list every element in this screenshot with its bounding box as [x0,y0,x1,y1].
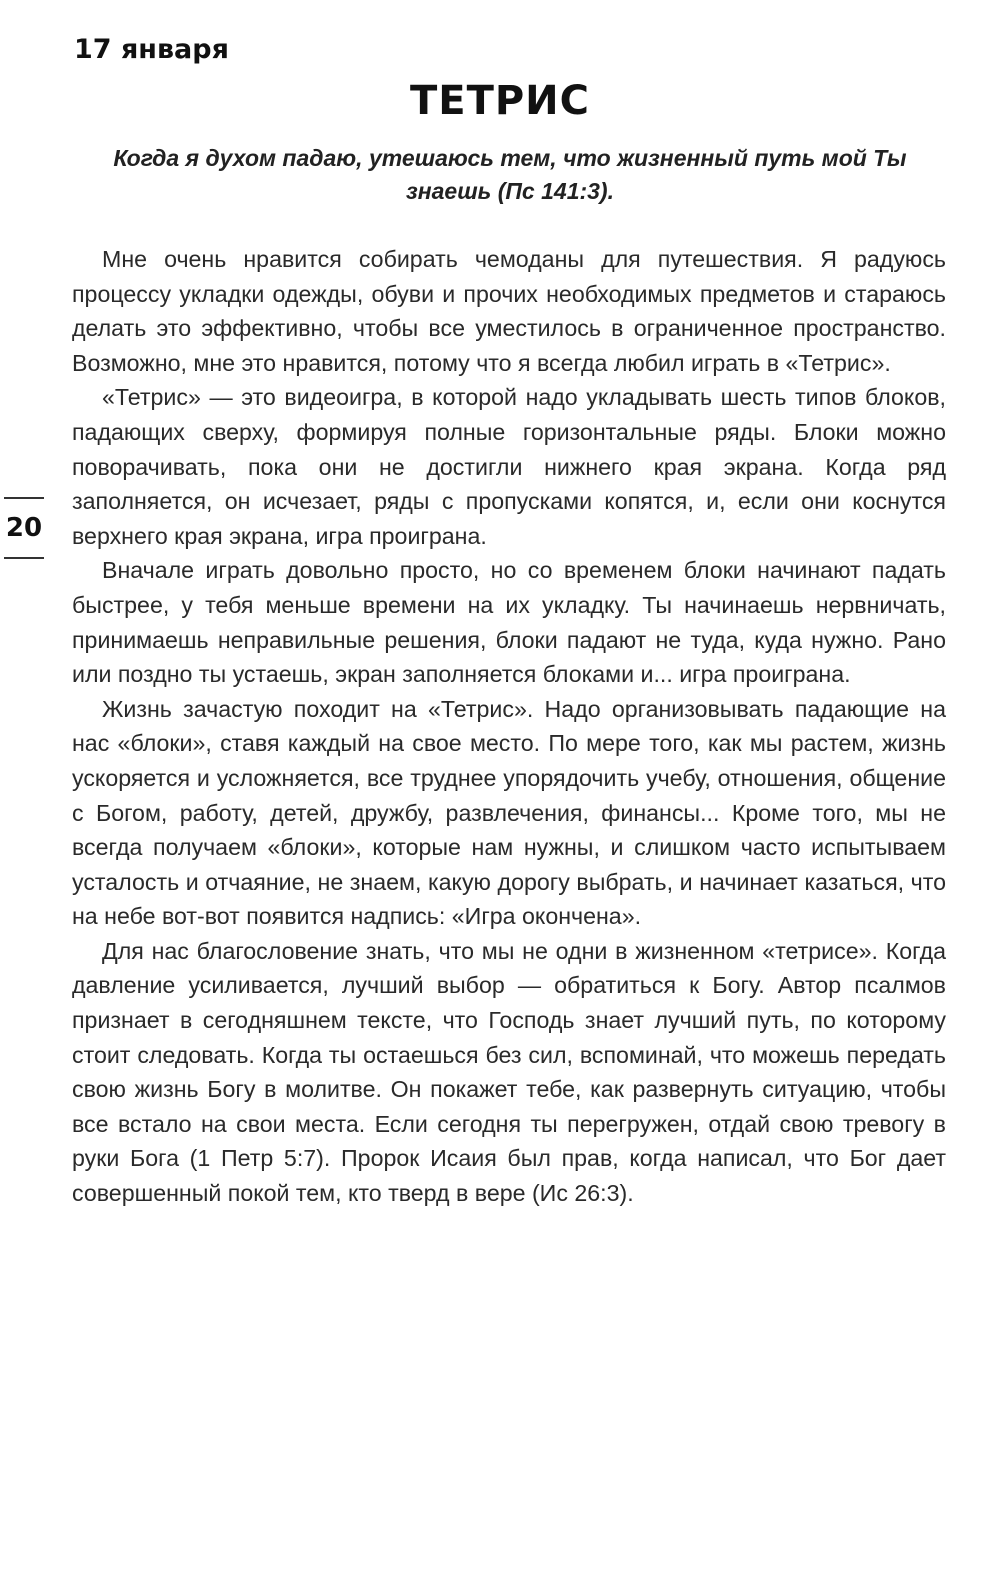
article-body [72,242,946,1211]
paragraph-4: Жизнь зачастую походит на «Тетрис». Надо организовывать падающие на нас «блоки», ставя каждый на свое место. По мере того, как мы растем, жизнь ускоряется и усложняется, все труднее упорядочить учебу, отношения, общение с Богом, работу, детей, дружбу, развлечения, финансы... Кроме того, мы не всегда получаем «блоки», которые нам нужны, и слишком часто испытываем усталость и отчаяние, не знаем, какую дорогу выбрать, и начинает казаться, что на небе вот-вот появится надпись: «Игра окончена». [72,695,946,930]
page-title: ТЕТРИС [409,78,591,124]
paragraph-5: Для нас благословение знать, что мы не одни в жизненном «тетрисе». Когда давление усиливается, лучший выбор — обратиться к Богу. Автор псалмов признает в сегодняшнем тексте, что Господь знает лучший путь, по которому стоит следовать. Когда ты остаешься без сил, вспоминай, что можешь передать свою жизнь Богу в молитве. Он покажет тебе, как развернуть ситуацию, чтобы все встало на свои места. Если сегодня ты перегружен, отдай свою тревогу в руки Бога (1 Петр 5:7). Пророк Исаия был прав, когда написал, что Бог дает совершенный покой тем, кто тверд в вере (Ис 26:3). [72,937,946,1207]
page-number-marker [0,497,48,559]
page-number-rule-bottom [4,557,44,559]
paragraph-2: «Тетрис» — это видеоигра, в которой надо укладывать шесть типов блоков, падающих сверху, формируя полные горизонтальные ряды. Блоки можно поворачивать, пока они не достигли нижнего края экрана. Когда ряд заполняется, он исчезает, ряды с пропусками копятся, и, если они коснутся верхнего края экрана, игра проиграна. [72,384,946,549]
paragraph-3: Вначале играть довольно просто, но со временем блоки начинают падать быстрее, у тебя меньше времени на их укладку. Ты начинаешь нервничать, принимаешь неправильные решения, блоки падают не туда, куда нужно. Рано или поздно ты устаешь, экран заполняется блоками и... игра проиграна. [72,557,946,688]
page-number: 20 [5,513,43,543]
page-date: 17 января [74,34,229,65]
paragraph-1: Мне очень нравится собирать чемоданы для путешествия. Я радуюсь процессу укладки одежды, обуви и прочих необходимых предметов и стараюсь делать это эффективно, чтобы все уместилось в ограниченное пространство. Возможно, мне это нравится, потому что я всегда любил играть в «Тетрис». [72,246,946,376]
epigraph-verse: Когда я духом падаю, утешаюсь тем, что жизненный путь мой Ты знаешь (Пс 141:3). [113,145,907,204]
